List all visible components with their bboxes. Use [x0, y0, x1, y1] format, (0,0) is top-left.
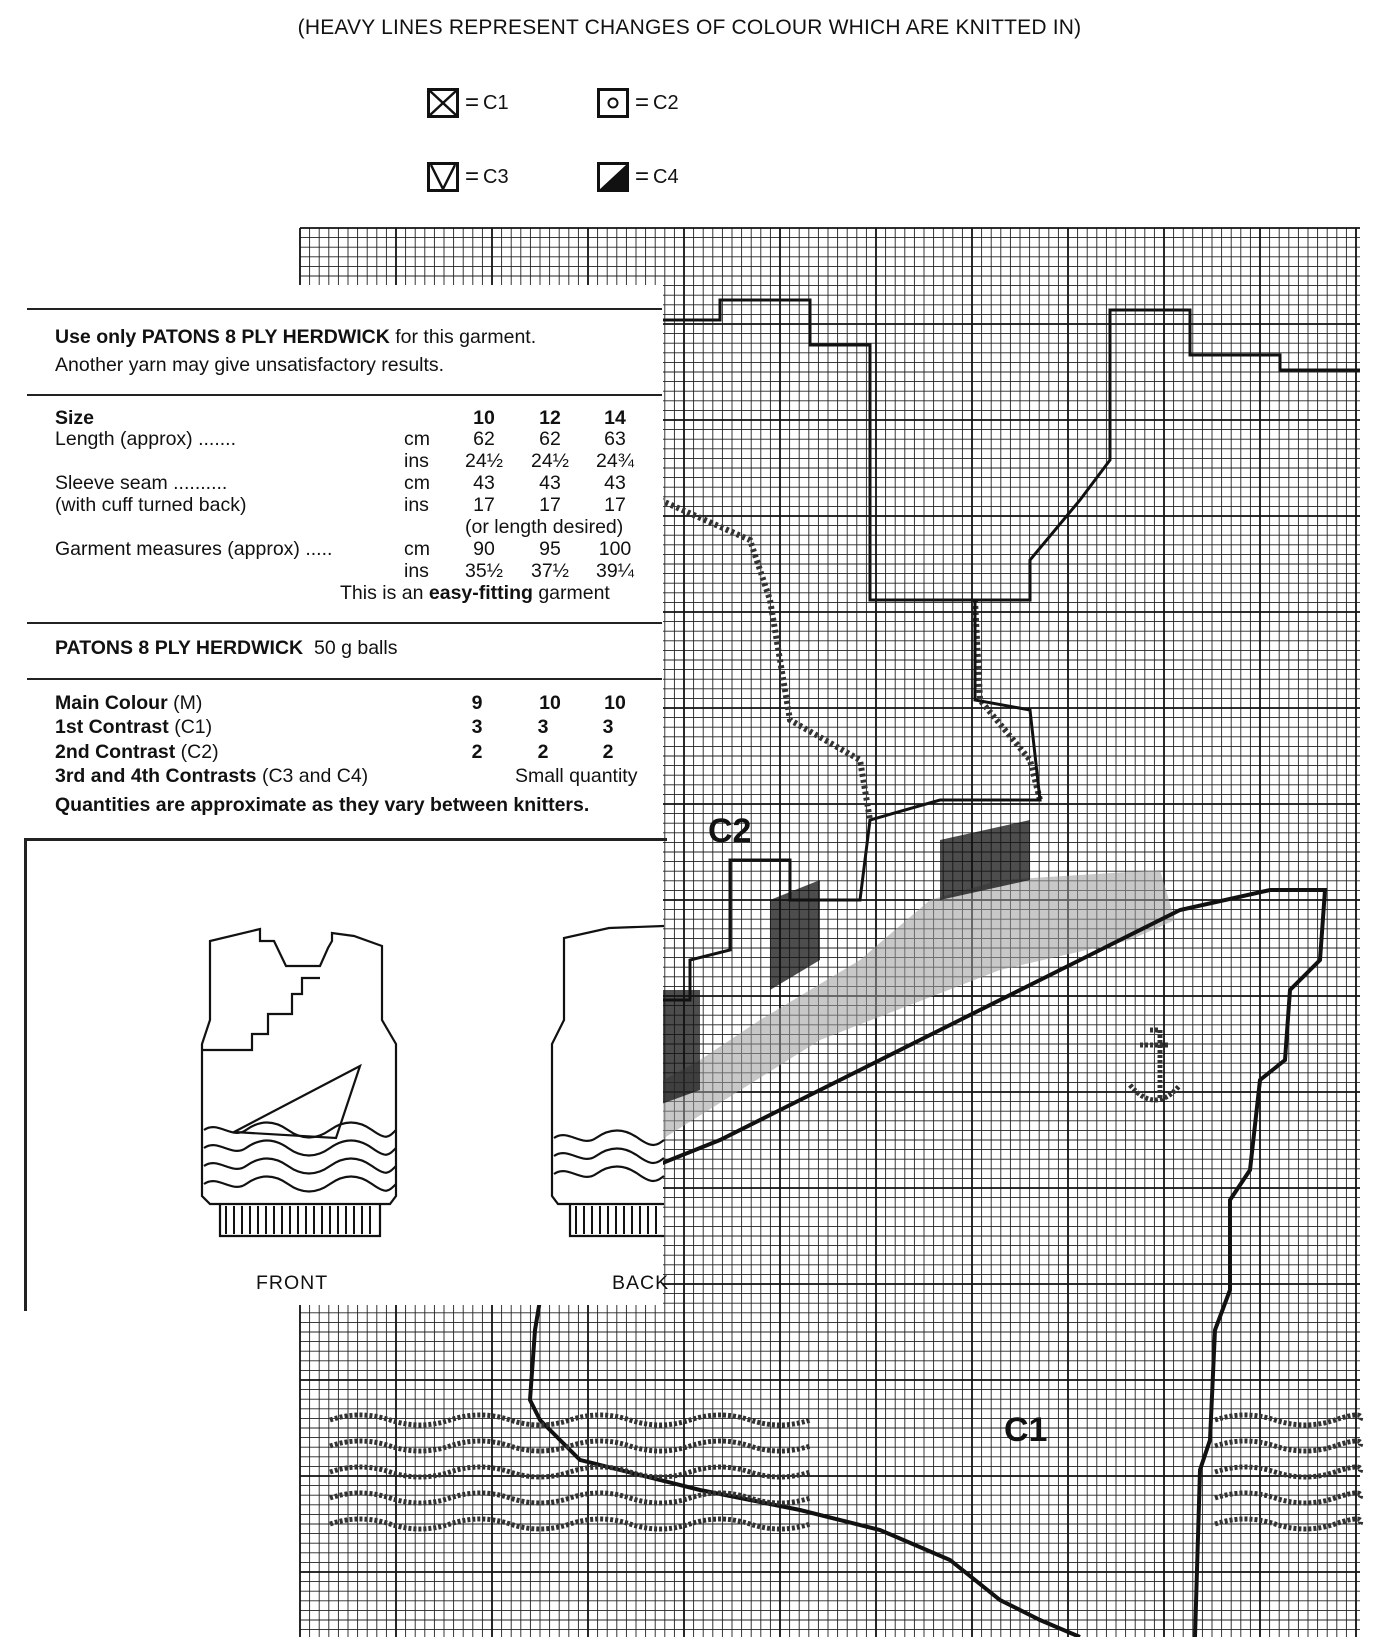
wave-band — [1215, 1415, 1361, 1425]
material-qty: 3 — [471, 716, 483, 738]
sleeve-sub: (with cuff turned back) — [55, 494, 247, 516]
intro-brand: Use only PATONS 8 PLY HERDWICK — [55, 326, 390, 348]
key-c3 — [427, 162, 509, 192]
material-c1 — [55, 716, 212, 739]
back-caption: BACK — [612, 1272, 670, 1294]
material-qty: 2 — [471, 741, 483, 763]
material-qty: 2 — [537, 741, 549, 763]
key-equals: = — [635, 163, 650, 190]
material-qty: 10 — [604, 692, 626, 714]
anchor-motif — [1130, 1030, 1180, 1100]
sleeve-cm: 43 — [539, 472, 561, 494]
garment-cm: 90 — [473, 538, 495, 560]
material-qty: 3 — [537, 716, 549, 738]
wave-band — [1215, 1441, 1361, 1451]
material-main — [55, 692, 202, 715]
divider — [27, 678, 662, 680]
length-ins: 24½ — [531, 450, 569, 472]
material-qty: 9 — [471, 692, 483, 714]
front-garment-outline — [202, 929, 396, 1236]
garment-label: Garment measures (approx) ..... — [55, 538, 333, 560]
sleeve-ins: 17 — [604, 494, 626, 516]
length-cm: 63 — [604, 428, 626, 450]
material-qty: 2 — [602, 741, 614, 763]
c1-edge — [975, 600, 1040, 800]
divider — [27, 394, 662, 396]
size-10: 10 — [473, 407, 495, 429]
divider — [27, 308, 662, 310]
half-fill-box-icon — [597, 162, 629, 192]
material-c3-c4 — [55, 765, 368, 788]
chart-label-c2: C2 — [708, 812, 752, 850]
heavy-line-hull — [645, 890, 1325, 1637]
key-label-c4: C4 — [653, 165, 679, 188]
key-equals: = — [465, 89, 480, 116]
intro-line-1 — [55, 326, 536, 349]
key-c4 — [597, 162, 679, 192]
intro-line-1-rest: for this garment. — [395, 326, 537, 348]
key-c1 — [427, 88, 509, 118]
yarn-line — [55, 637, 397, 660]
unit-ins: ins — [404, 494, 429, 516]
garment-ins: 39¼ — [596, 560, 634, 582]
unit-cm: cm — [404, 472, 430, 494]
size-12: 12 — [539, 407, 561, 429]
material-name: 3rd and 4th Contrasts — [55, 765, 257, 787]
unit-cm: cm — [404, 538, 430, 560]
cross-box-icon — [427, 88, 459, 118]
back-garment-outline — [552, 926, 664, 1236]
back-rib — [576, 1206, 656, 1234]
length-ins: 24¾ — [596, 450, 634, 472]
sail-shading — [645, 870, 1175, 1150]
garment-cm: 95 — [539, 538, 561, 560]
divider — [27, 622, 662, 624]
wave-band — [330, 1415, 810, 1425]
sleeve-ins: 17 — [473, 494, 495, 516]
sleeve-cm: 43 — [473, 472, 495, 494]
front-rib — [226, 1206, 370, 1234]
garment-ins: 37½ — [531, 560, 569, 582]
dot-box-icon — [597, 88, 629, 118]
wave-band — [1215, 1493, 1361, 1503]
sleeve-ins: 17 — [539, 494, 561, 516]
material-c3-c4-qty: Small quantity — [515, 765, 638, 787]
unit-ins: ins — [404, 560, 429, 582]
material-name: 1st Contrast — [55, 716, 169, 738]
length-ins: 24½ — [465, 450, 503, 472]
material-name: Main Colour — [55, 692, 168, 714]
material-code: (M) — [167, 692, 203, 714]
length-cm: 62 — [473, 428, 495, 450]
quantities-note: Quantities are approximate as they vary between knitters. — [55, 794, 590, 816]
length-cm: 62 — [539, 428, 561, 450]
material-qty: 10 — [539, 692, 561, 714]
v-box-icon — [427, 162, 459, 192]
fit-note-bold: easy-fitting — [428, 582, 533, 604]
yarn-unit: 50 g balls — [313, 637, 398, 659]
intro-line-2: Another yarn may give unsatisfactory results. — [55, 354, 445, 376]
sleeve-label: Sleeve seam .......... — [55, 472, 228, 494]
garment-cm: 100 — [598, 538, 632, 560]
material-code: (C2) — [175, 741, 219, 763]
chart-label-c1: C1 — [1004, 1411, 1048, 1449]
key-equals: = — [465, 163, 480, 190]
fit-note-post: garment — [538, 582, 610, 604]
material-qty: 3 — [602, 716, 614, 738]
material-code: (C1) — [168, 716, 213, 738]
garment-diagram — [24, 838, 670, 1308]
sleeve-note: (or length desired) — [465, 516, 624, 538]
yarn-name: PATONS 8 PLY HERDWICK — [55, 637, 304, 659]
material-code: (C3 and C4) — [256, 765, 369, 787]
size-heading: Size — [55, 407, 95, 429]
front-caption: FRONT — [256, 1272, 329, 1294]
material-name: 2nd Contrast — [55, 741, 176, 763]
fit-note-pre: This is an — [340, 582, 424, 604]
unit-ins: ins — [404, 450, 429, 472]
garment-ins: 35½ — [465, 560, 503, 582]
header-note: (HEAVY LINES REPRESENT CHANGES OF COLOUR WHICH ARE KNITTED IN) — [297, 16, 1082, 39]
key-label-c1: C1 — [483, 91, 509, 114]
funnel-c4 — [770, 880, 820, 990]
key-label-c2: C2 — [653, 91, 679, 114]
sleeve-cm: 43 — [604, 472, 626, 494]
key-label-c3: C3 — [483, 165, 509, 188]
material-c2 — [55, 741, 219, 764]
size-14: 14 — [604, 407, 626, 429]
length-label: Length (approx) ....... — [55, 428, 237, 450]
fit-note — [340, 582, 610, 605]
unit-cm: cm — [404, 428, 430, 450]
key-equals: = — [635, 89, 650, 116]
key-c2 — [597, 88, 679, 118]
